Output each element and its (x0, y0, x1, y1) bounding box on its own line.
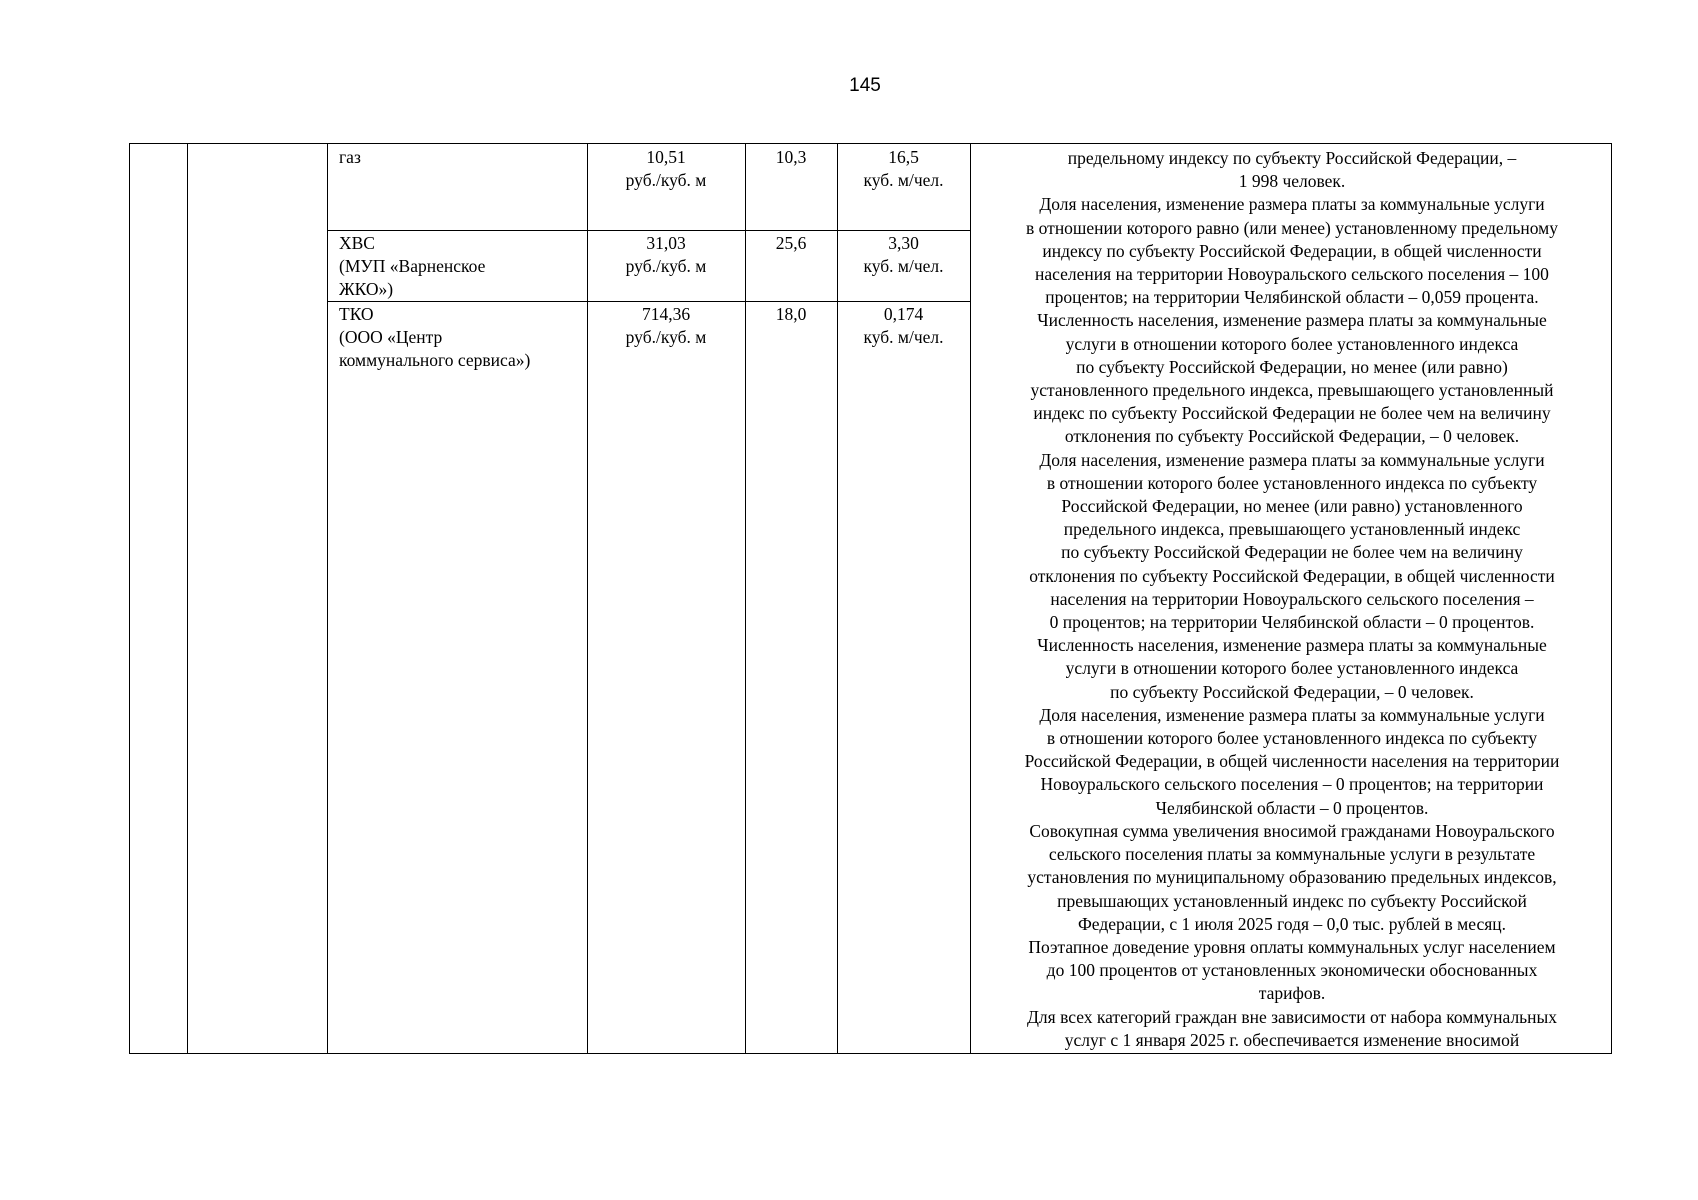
text-line: в отношении которого более установленного индекса по субъекту (1046, 728, 1538, 749)
text-line: индексу по субъекту Российской Федерации, в общей численности (1042, 240, 1542, 261)
text-line: Российской Федерации, но менее (или равно) установленного (1061, 496, 1523, 517)
tariff-cell: 10,51 руб./куб. м (625, 147, 707, 190)
norm-cell: 3,30 куб. м/чел. (863, 233, 944, 276)
text-line: по субъекту Российской Федерации не более чем на величину (1061, 542, 1523, 563)
text-line: предельному индексу по субъекту Российской Федерации, – (1067, 148, 1517, 168)
text-line: установления по муниципальному образованию предельных индексов, (1027, 867, 1557, 888)
text-line: отклонения по субъекту Российской Федерации, – 0 человек. (1064, 426, 1520, 447)
text-line: тарифов. (1258, 983, 1326, 1004)
text-line: 0 процентов; на территории Челябинской области – 0 процентов. (1049, 612, 1535, 633)
text-line: Численность населения, изменение размера платы за коммунальные (1037, 310, 1547, 331)
text-line: по субъекту Российской Федерации, – 0 человек. (1110, 681, 1474, 702)
column-divider (587, 144, 588, 1053)
text-line: населения на территории Новоуральского сельского поселения – 100 (1035, 264, 1549, 285)
service-name-cell: ХВС (МУП «Варненское ЖКО») (339, 233, 486, 299)
text-line: услуг с 1 января 2025 г. обеспечивается изменение вносимой (1064, 1029, 1520, 1050)
norm-cell: 0,174 куб. м/чел. (863, 304, 944, 347)
text-line: Численность населения, изменение размера платы за коммунальные (1037, 635, 1547, 656)
tariff-cell: 714,36 руб./куб. м (625, 304, 707, 347)
column-divider (327, 144, 328, 1053)
text-line: в отношении которого равно (или менее) установленному предельному (1026, 217, 1558, 238)
text-line: процентов; на территории Челябинской области – 0,059 процента. (1045, 287, 1539, 308)
text-line: отклонения по субъекту Российской Федерации, в общей численности (1029, 565, 1555, 586)
data-table (129, 143, 1612, 1054)
text-line: Доля населения, изменение размера платы за коммунальные услуги (1039, 194, 1545, 215)
page-number: 145 (849, 75, 881, 96)
text-line: превышающих установленный индекс по субъекту Российской (1057, 890, 1527, 911)
text-line: установленного предельного индекса, превышающего установленный (1030, 380, 1554, 401)
growth-cell: 25,6 (775, 233, 807, 253)
text-line: до 100 процентов от установленных экономически обоснованных (1046, 960, 1538, 981)
service-name-cell: газ (339, 147, 361, 167)
text-line: Российской Федерации, в общей численности населения на территории (1024, 751, 1560, 772)
norm-cell: 16,5 куб. м/чел. (863, 147, 944, 190)
row-divider (327, 301, 970, 302)
growth-cell: 10,3 (775, 147, 807, 167)
text-line: Совокупная сумма увеличения вносимой гражданами Новоуральского (1029, 820, 1555, 841)
text-line: Поэтапное доведение уровня оплаты коммунальных услуг населением (1028, 936, 1556, 957)
text-line: Челябинской области – 0 процентов. (1155, 797, 1429, 818)
tariff-cell: 31,03 руб./куб. м (625, 233, 707, 276)
text-line: Доля населения, изменение размера платы за коммунальные услуги (1039, 449, 1545, 470)
text-line: Для всех категорий граждан вне зависимости от набора коммунальных (1026, 1006, 1558, 1027)
text-line: Доля населения, изменение размера платы за коммунальные услуги (1039, 704, 1545, 725)
growth-cell: 18,0 (775, 304, 807, 324)
text-line: услуги в отношении которого более установленного индекса (1065, 658, 1519, 679)
text-line: 1 998 человек. (1238, 171, 1346, 192)
text-line: Федерации, с 1 июля 2025 годя – 0,0 тыс. рублей в месяц. (1077, 913, 1507, 934)
row-divider (327, 230, 970, 231)
text-line: по субъекту Российской Федерации, но менее (или равно) (1076, 356, 1508, 377)
description-text (971, 147, 1613, 1052)
text-line: Новоуральского сельского поселения – 0 процентов; на территории (1040, 774, 1544, 795)
column-divider (837, 144, 838, 1053)
text-line: предельного индекса, превышающего установленный индекс (1063, 519, 1521, 540)
column-divider (745, 144, 746, 1053)
text-line: индекс по субъекту Российской Федерации не более чем на величину (1033, 403, 1551, 424)
text-line: населения на территории Новоуральского сельского поселения – (1050, 588, 1534, 609)
text-line: в отношении которого более установленного индекса по субъекту (1046, 472, 1538, 493)
service-name-cell: ТКО (ООО «Центр коммунального сервиса») (339, 304, 531, 370)
column-divider (187, 144, 188, 1053)
text-line: сельского поселения платы за коммунальные услуги в результате (1048, 844, 1536, 865)
text-line: услуги в отношении которого более установленного индекса (1065, 333, 1519, 354)
